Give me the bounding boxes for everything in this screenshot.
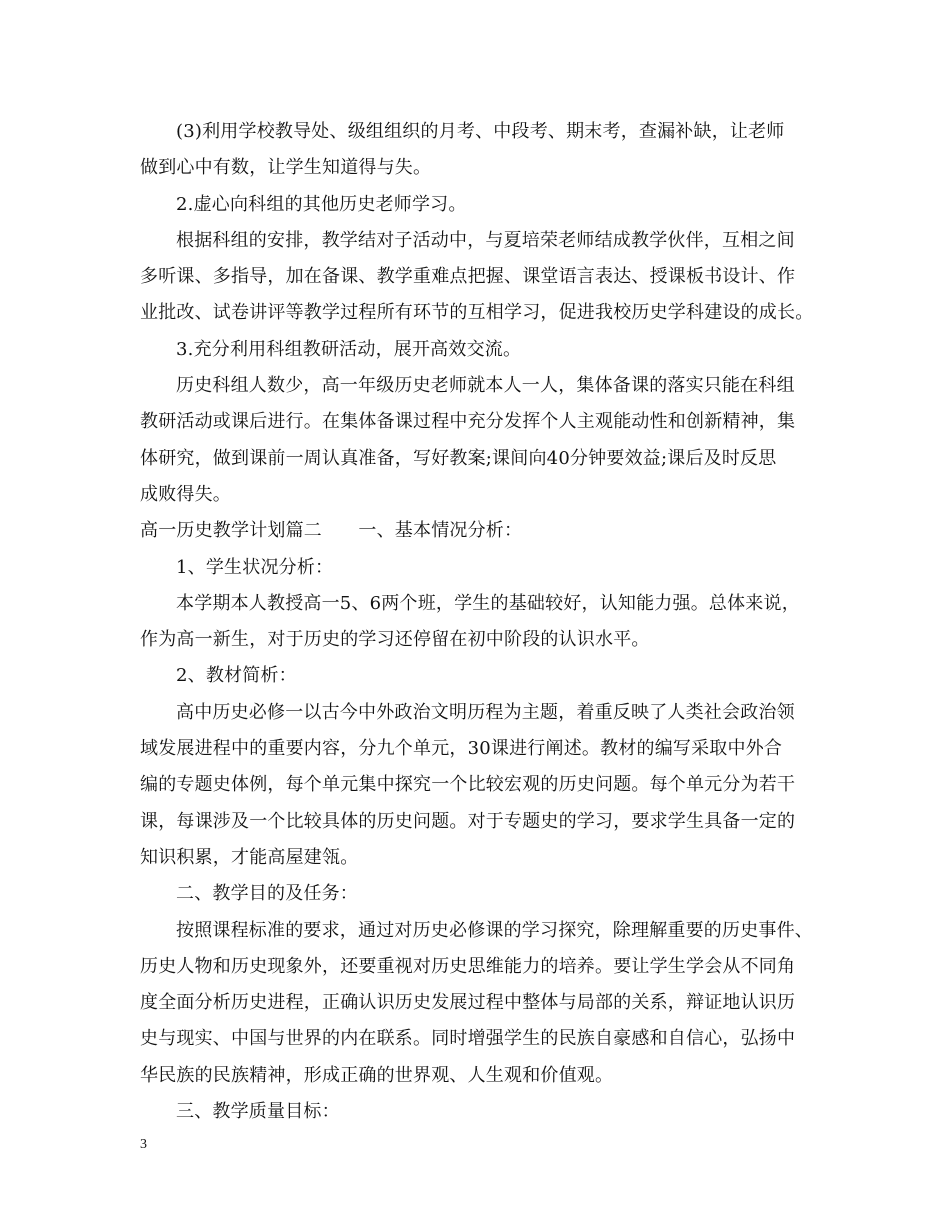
text-line: 史与现实、中国与世界的内在联系。同时增强学生的民族自豪感和自信心，弘扬中	[140, 1028, 796, 1050]
text-line: 根据科组的安排，教学结对子活动中，与夏培荣老师结成教学伙伴，互相之间	[176, 229, 795, 251]
text-line: 域发展进程中的重要内容，分九个单元，30课进行阐述。教材的编写采取中外合	[140, 738, 783, 760]
text-line: 高中历史必修一以古今中外政治文明历程为主题，着重反映了人类社会政治领	[176, 701, 795, 723]
text-line: 课，每课涉及一个比较具体的历史问题。对于专题史的学习，要求学生具备一定的	[140, 810, 796, 832]
page-number: 3	[140, 1137, 147, 1152]
text-line: 体研究，做到课前一周认真准备，写好教案;课间向40分钟要效益;课后及时反思	[140, 447, 777, 469]
text-line: (3)利用学校教导处、级组组织的月考、中段考、期末考，查漏补缺，让老师	[176, 121, 785, 142]
text-line: 编的专题史体例，每个单元集中探究一个比较宏观的历史问题。每个单元分为若干	[140, 774, 796, 796]
text-line: 教研活动或课后进行。在集体备课过程中充分发挥个人主观能动性和创新精神，集	[140, 411, 796, 433]
text-line: 3.充分利用科组教研活动，展开高效交流。	[176, 338, 522, 360]
document-body	[140, 114, 820, 1130]
text-line: 作为高一新生，对于历史的学习还停留在初中阶段的认识水平。	[140, 629, 650, 651]
text-line: 成败得失。	[140, 483, 231, 505]
text-line: 做到心中有数，让学生知道得与失。	[140, 157, 432, 179]
text-line: 本学期本人教授高一5、6两个班，学生的基础较好，认知能力强。总体来说，	[176, 592, 800, 614]
text-line: 历史人物和历史现象外，还要重视对历史思维能力的培养。要让学生学会从不同角	[140, 955, 796, 977]
text-line: 业批改、试卷讲评等教学过程所有环节的互相学习，促进我校历史学科建设的成长。	[140, 302, 814, 324]
text-line: 华民族的民族精神，形成正确的世界观、人生观和价值观。	[140, 1064, 614, 1086]
text-line: 1、学生状况分析：	[176, 556, 334, 578]
text-line: 度全面分析历史进程，正确认识历史发展过程中整体与局部的关系，辩证地认识历	[140, 992, 796, 1014]
text-line: 二、教学目的及任务：	[176, 883, 358, 905]
text-line: 知识积累，才能高屋建瓴。	[140, 846, 359, 868]
text-line: 三、教学质量目标：	[176, 1101, 340, 1123]
text-line: 2、教材简析：	[176, 665, 297, 687]
text-line: 2.虚心向科组的其他历史老师学习。	[176, 193, 467, 215]
text-line: 按照课程标准的要求，通过对历史必修课的学习探究，除理解重要的历史事件、	[176, 919, 813, 941]
text-line: 多听课、多指导，加在备课、教学重难点把握、课堂语言表达、授课板书设计、作	[140, 266, 796, 288]
text-line: 高一历史教学计划篇二 一、基本情况分析：	[140, 520, 523, 542]
text-line: 历史科组人数少，高一年级历史老师就本人一人，集体备课的落实只能在科组	[176, 375, 795, 397]
